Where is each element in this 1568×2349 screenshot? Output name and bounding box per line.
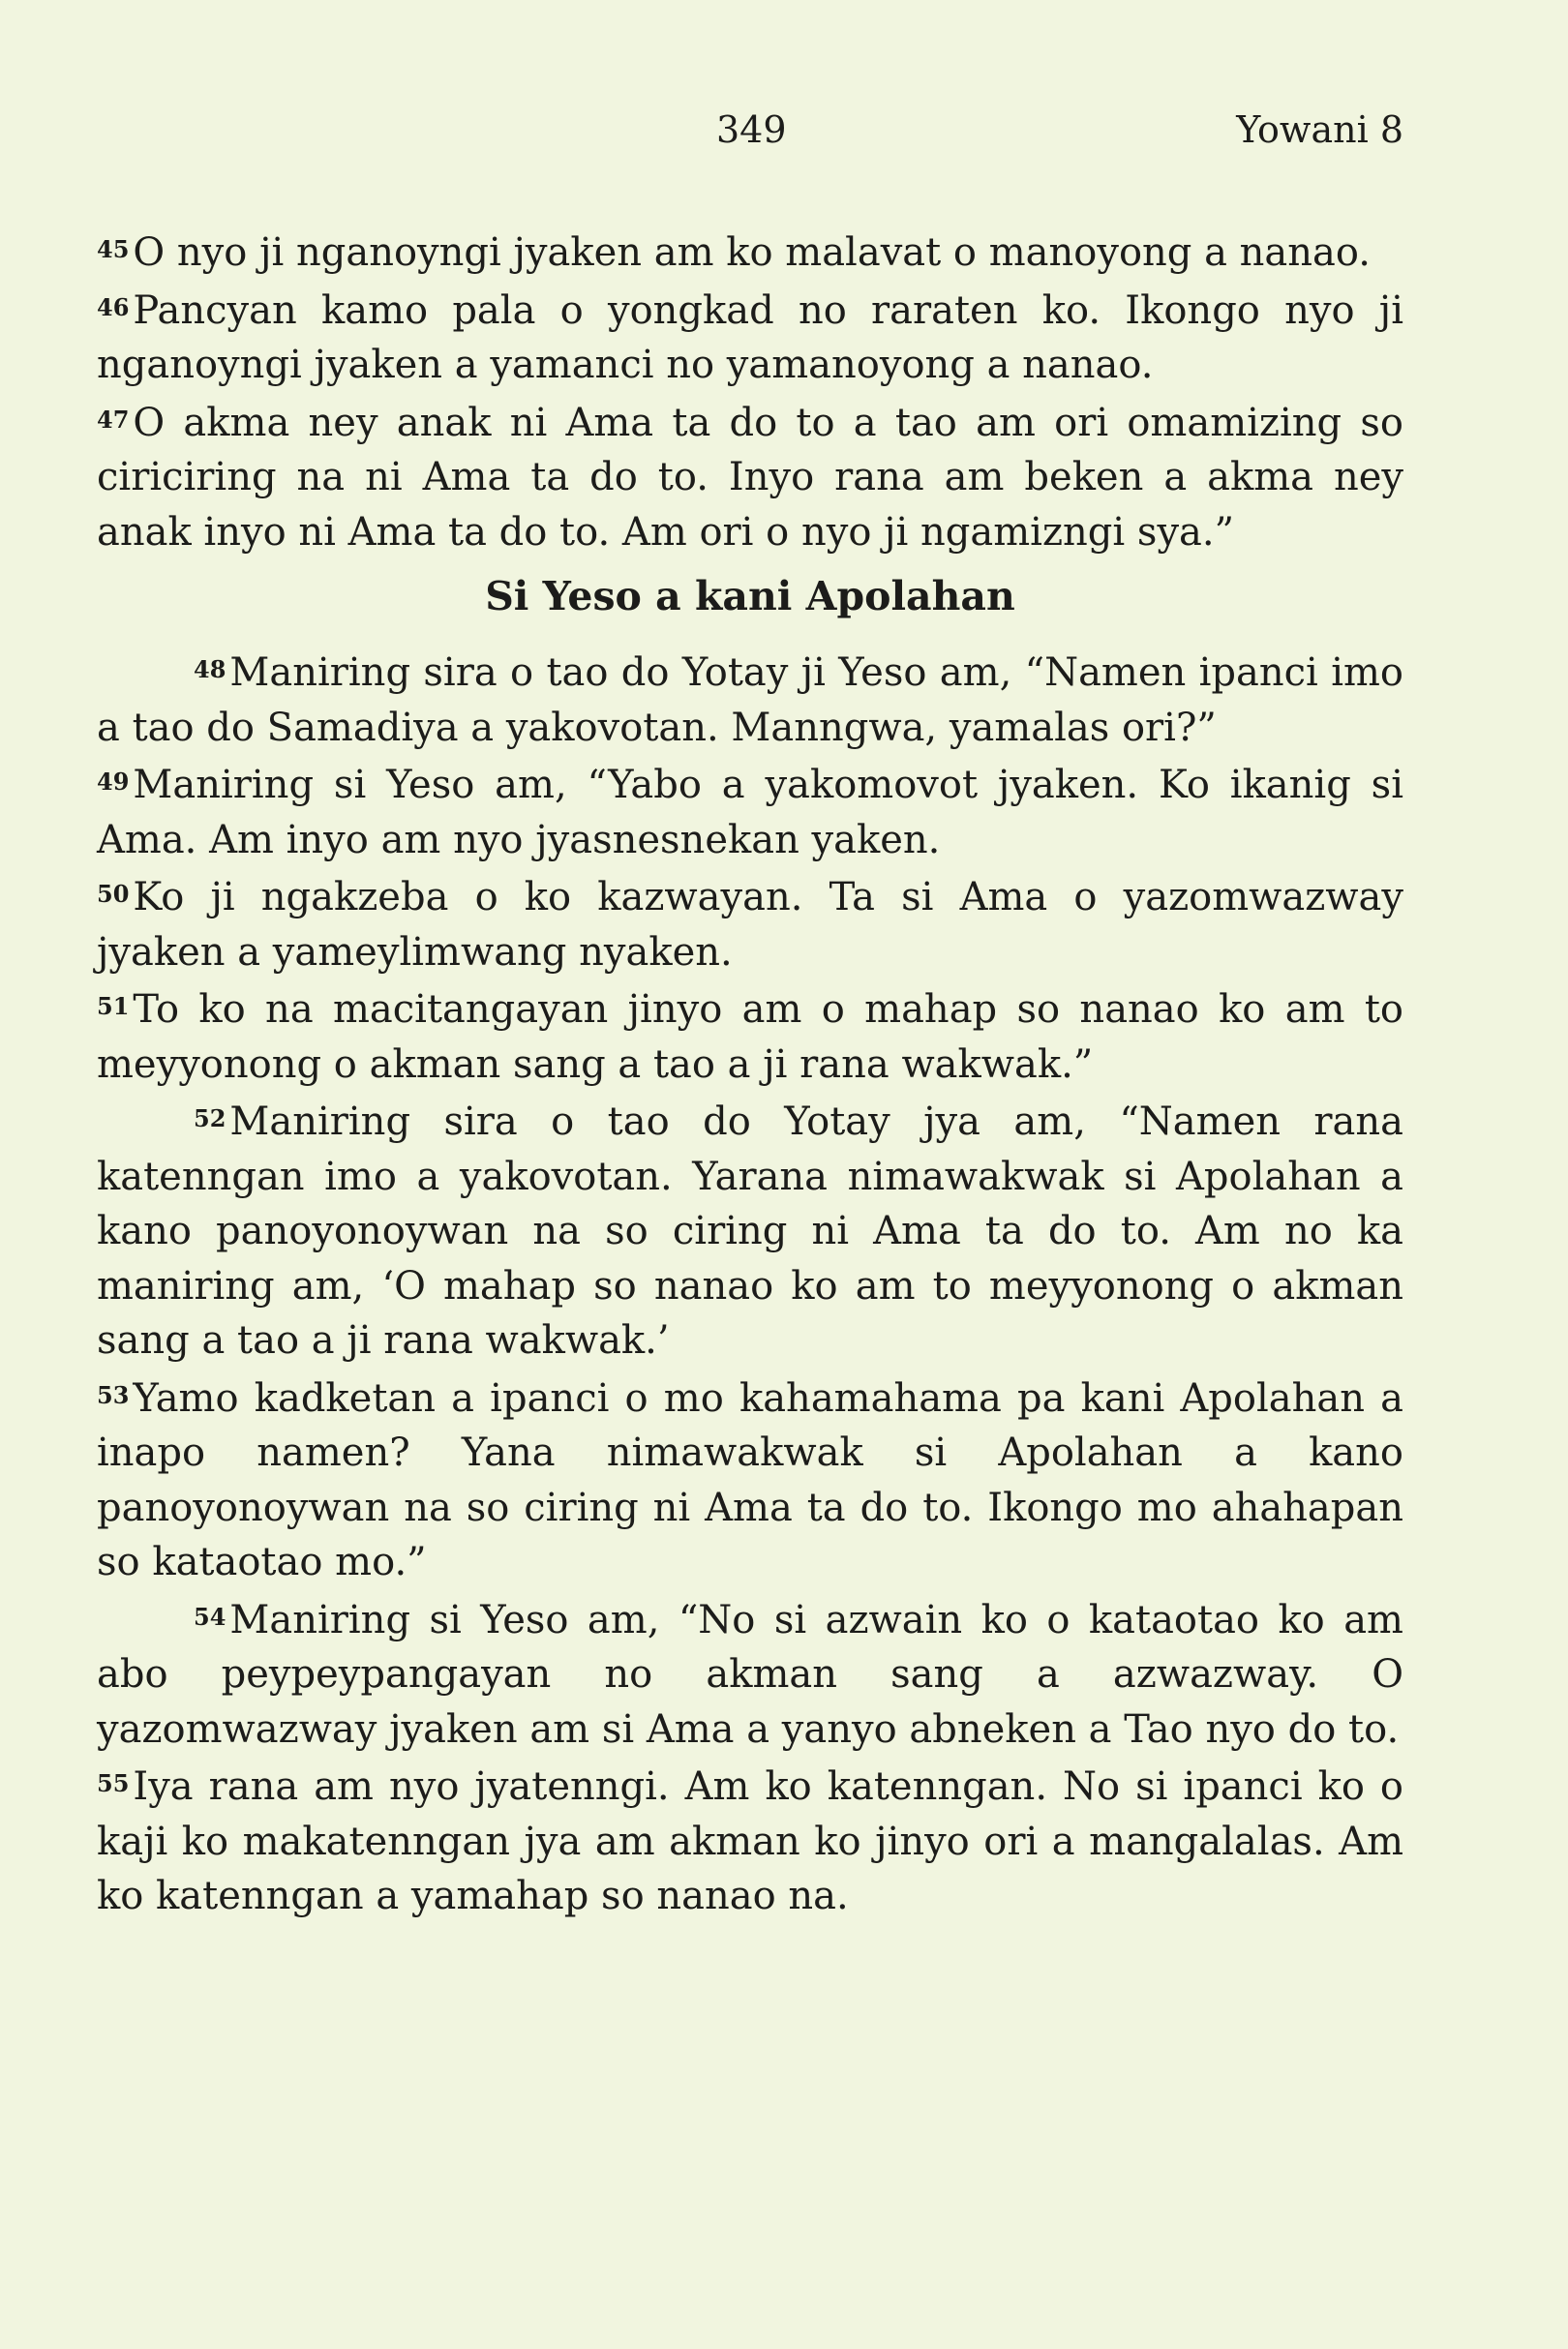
verse-number: 53 [97, 1380, 130, 1409]
verse-number: 49 [97, 768, 130, 796]
verse-text: Pancyan kamo pala o yongkad no raraten ko. Ikongo nyo ji nganoyngi jyaken a yamanci no yamanoyong a nanao. [97, 287, 1403, 387]
verse-text: Yamo kadketan a ipanci o mo kahamahama pa kani Apolahan a inapo namen? Yana nimawakwak si Apolahan a kano panoyonoywan na so ciring ni Ama ta do to. Ikongo mo ahahapan so kataotao mo.” [97, 1375, 1403, 1584]
chapter-text [97, 223, 1403, 1924]
verse-47 [97, 393, 1403, 560]
verse-text: Maniring sira o tao do Yotay jya am, “Namen rana katenngan imo a yakovotan. Yarana nimawakwak si Apolahan a kano panoyonoywan na so ciring ni Ama ta do to. Am no ka maniring am, ‘O mahap so nanao ko am to meyyonong o akman sang a tao a ji rana wakwak.’ [97, 1099, 1403, 1363]
verse-text: Maniring si Yeso am, “Yabo a yakomovot jyaken. Ko ikanig si Ama. Am inyo am nyo jyasnesnekan yaken. [97, 763, 1403, 862]
verse-51 [97, 979, 1403, 1092]
verse-text: Iya rana am nyo jyatenngi. Am ko katenngan. No si ipanci ko o kaji ko makatenngan jya am akman ko jinyo ori a mangalalas. Am ko katenngan a yamahap so nanao na. [97, 1764, 1403, 1918]
verse-text: Ko ji ngakzeba o ko kazwayan. Ta si Ama o yazomwazway jyaken a yameylimwang nyaken. [97, 875, 1403, 975]
verse-46 [97, 281, 1403, 393]
verse-number: 52 [194, 1104, 226, 1132]
verse-number: 48 [194, 655, 226, 683]
verse-50 [97, 867, 1403, 979]
verse-number: 46 [97, 292, 130, 321]
verse-number: 55 [97, 1769, 130, 1797]
verse-number: 45 [97, 235, 130, 263]
verse-52 [97, 1092, 1403, 1369]
section-heading: Si Yeso a kani Apolahan [485, 573, 1015, 619]
page-header [0, 108, 1568, 166]
verse-text: O akma ney anak ni Ama ta do to a tao am ori omamizing so ciriciring na ni Ama ta do to. Inyo rana am beken a akma ney anak inyo ni Ama ta do to. Am ori o nyo ji ngamizngi sya.” [97, 400, 1403, 555]
verse-text: O nyo ji nganoyngi jyaken am ko malavat o manoyong a nanao. [133, 230, 1371, 275]
verse-55 [97, 1757, 1403, 1924]
verse-45 [97, 223, 1403, 281]
verse-49 [97, 755, 1403, 867]
verse-text: Maniring sira o tao do Yotay ji Yeso am, “Namen ipanci imo a tao do Samadiya a yakovotan. Manngwa, yamalas ori?” [97, 650, 1403, 750]
page-number: 349 [716, 108, 787, 151]
verse-53 [97, 1369, 1403, 1590]
verse-number: 54 [194, 1602, 226, 1631]
verse-text: To ko na macitangayan jinyo am o mahap so nanao ko am to meyyonong o akman sang a tao a ji rana wakwak.” [97, 987, 1403, 1087]
verse-48 [97, 643, 1403, 755]
verse-number: 51 [97, 992, 130, 1020]
running-head: Yowani 8 [1236, 108, 1403, 151]
verse-number: 50 [97, 880, 130, 908]
verse-number: 47 [97, 405, 130, 434]
verse-54 [97, 1590, 1403, 1758]
verse-text: Maniring si Yeso am, “No si azwain ko o kataotao ko am abo peypeypangayan no akman sang a azwazway. O yazomwazway jyaken am si Ama a yanyo abneken a Tao nyo do to. [97, 1597, 1403, 1752]
